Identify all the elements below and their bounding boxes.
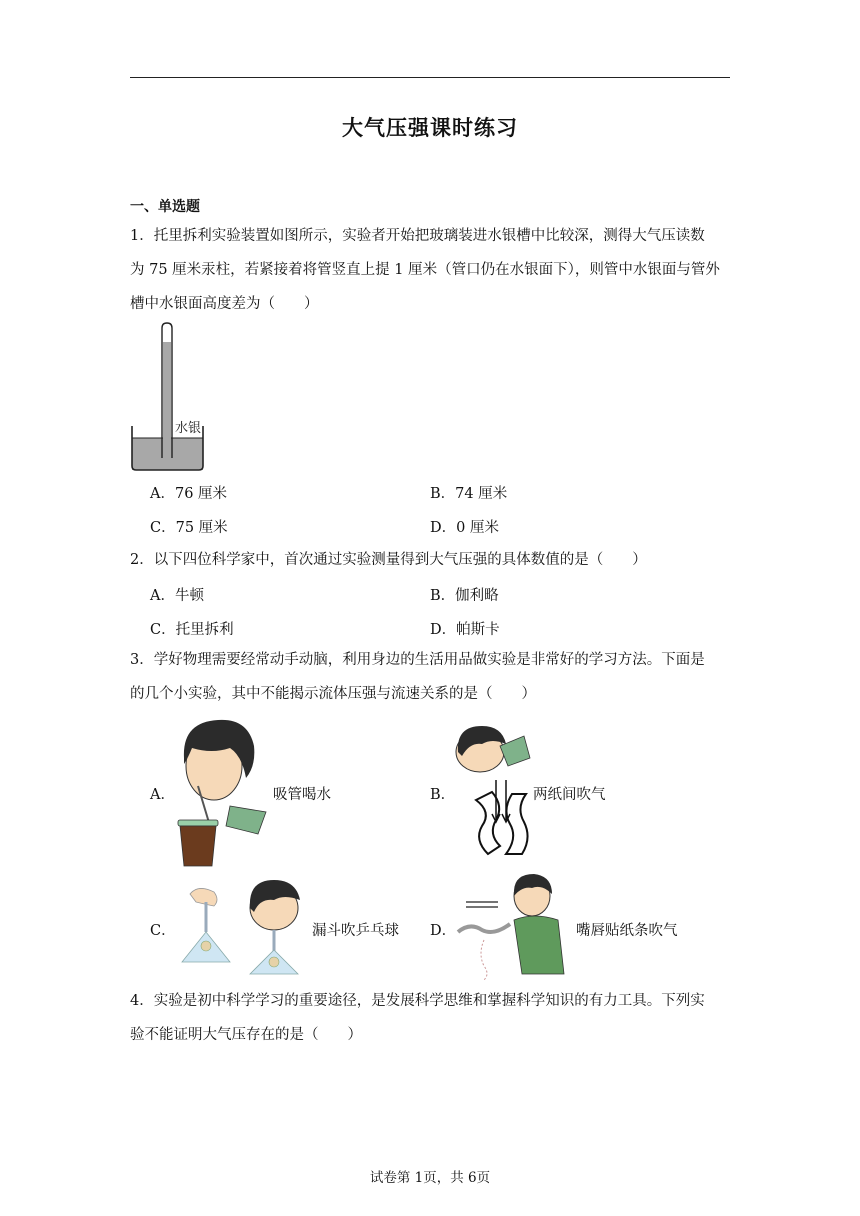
paper-strip xyxy=(458,924,510,932)
header-rule xyxy=(130,77,730,78)
funnel-pingpong-figure xyxy=(170,874,310,978)
straw-drinking-figure xyxy=(170,714,270,869)
question-4-line-2: 验不能证明大气压存在的是（ ） xyxy=(130,1027,362,1043)
question-3-line-1: 3．学好物理需要经常动手动脑，利用身边的生活用品做实验是非常好的学习方法。下面是 xyxy=(130,652,705,668)
question-2 xyxy=(130,543,730,577)
q1-option-c[interactable]: C．75 厘米 xyxy=(150,520,228,536)
paper-right xyxy=(506,794,528,854)
question-3-line-2: 的几个小实验，其中不能揭示流体压强与流速关系的是（ ） xyxy=(130,686,536,702)
q2-option-c[interactable]: C．托里拆利 xyxy=(150,622,234,638)
q3-option-d-letter[interactable]: D． xyxy=(430,923,457,939)
q2-option-a[interactable]: A．牛顿 xyxy=(150,588,204,604)
question-4 xyxy=(130,984,730,1052)
question-1-line-3: 槽中水银面高度差为（ ） xyxy=(130,296,319,312)
hand xyxy=(190,888,217,906)
papers-blow-figure xyxy=(452,722,542,860)
torricelli-apparatus-figure xyxy=(128,320,210,475)
cup-lid xyxy=(178,820,218,826)
q1-option-d[interactable]: D．0 厘米 xyxy=(430,520,499,536)
question-2-line-1: 2．以下四位科学家中，首次通过实验测量得到大气压强的具体数值的是（ ） xyxy=(130,552,647,568)
paper-strip-dotted xyxy=(481,940,487,980)
question-4-line-1: 4．实验是初中科学学习的重要途径，是发展科学思维和掌握科学知识的有力工具。下列实 xyxy=(130,993,705,1009)
page-footer: 试卷第 1页，共 6页 xyxy=(369,1170,491,1186)
ping-pong-ball xyxy=(269,957,279,967)
boy-collar xyxy=(226,806,266,834)
mercury-label: 水银 xyxy=(175,420,202,435)
section-heading: 一、单选题 xyxy=(130,199,200,215)
q1-option-b[interactable]: B．74 厘米 xyxy=(430,486,508,502)
paper-strip-blow-figure xyxy=(452,870,568,980)
page-title: 大气压强课时练习 xyxy=(342,115,518,140)
q3-option-c-letter[interactable]: C． xyxy=(150,923,176,939)
q2-option-d[interactable]: D．帕斯卡 xyxy=(430,622,500,638)
question-1 xyxy=(130,219,730,321)
q2-option-b[interactable]: B．伽利略 xyxy=(430,588,499,604)
mercury-column xyxy=(163,342,171,458)
boy-shirt xyxy=(514,916,564,974)
ping-pong-ball xyxy=(201,941,211,951)
drink-cup xyxy=(180,826,216,866)
question-1-line-2: 为 75 厘米汞柱，若紧接着将管竖直上提 1 厘米（管口仍在水银面下），则管中水银面与管外 xyxy=(130,262,720,278)
q3-caption-a: 吸管喝水 xyxy=(273,787,331,803)
q3-option-b-letter[interactable]: B． xyxy=(430,787,456,803)
question-1-line-1: 1．托里拆利实验装置如图所示，实验者开始把玻璃装进水银槽中比较深，测得大气压读数 xyxy=(130,228,705,244)
q1-option-a[interactable]: A．76 厘米 xyxy=(150,486,228,502)
q3-caption-c: 漏斗吹乒乓球 xyxy=(312,923,399,939)
question-3 xyxy=(130,643,730,711)
q3-caption-d: 嘴唇贴纸条吹气 xyxy=(576,923,678,939)
q3-caption-b: 两纸间吹气 xyxy=(533,787,606,803)
q3-option-a-letter[interactable]: A． xyxy=(150,787,175,803)
